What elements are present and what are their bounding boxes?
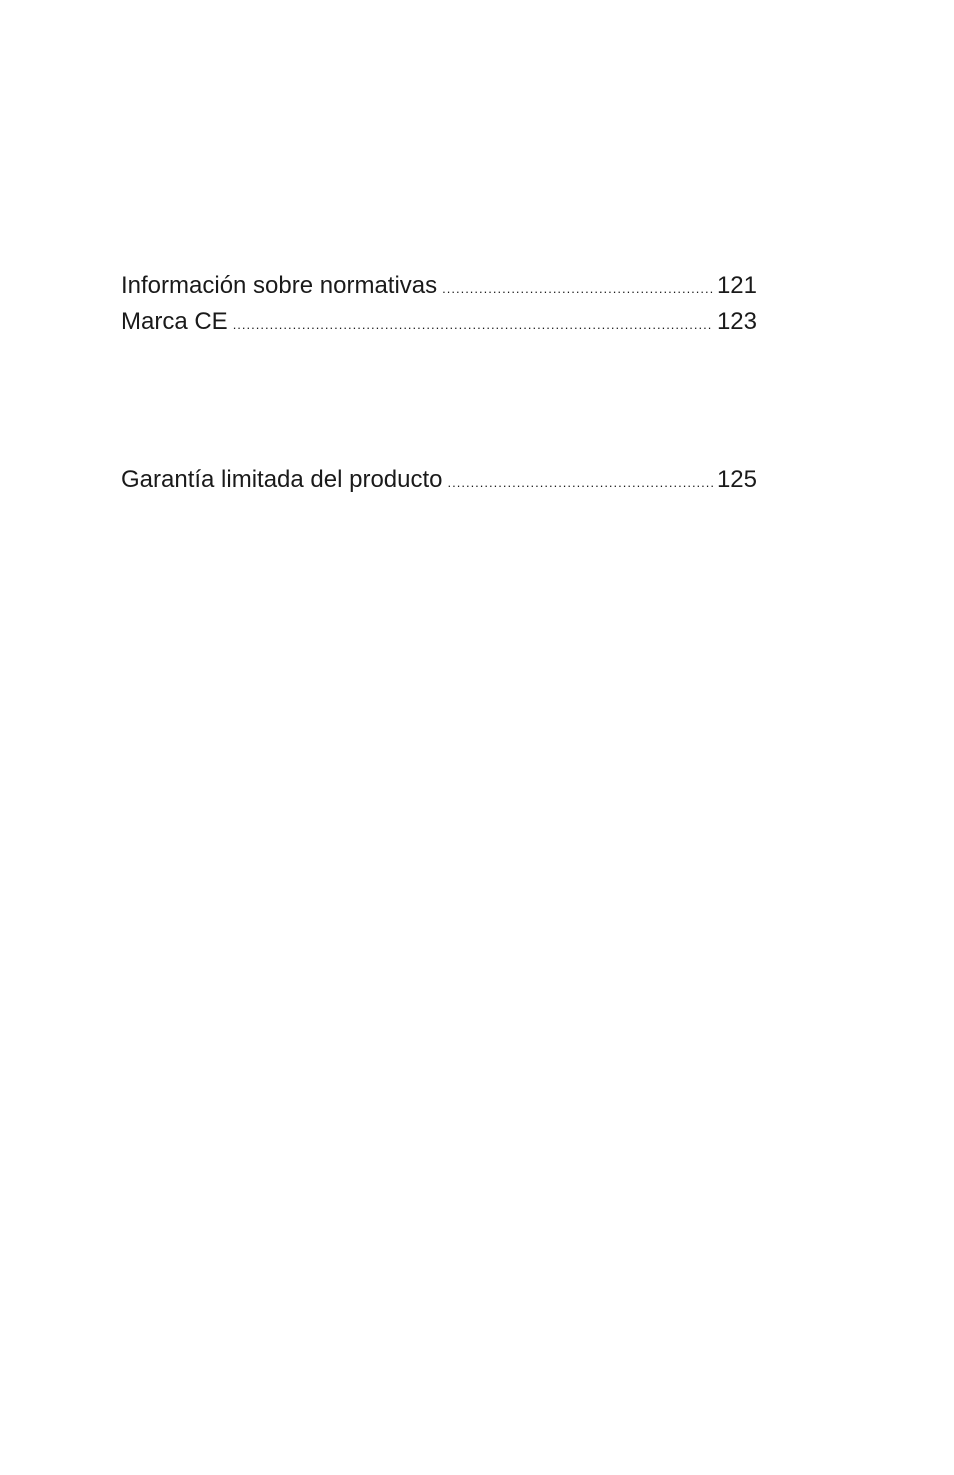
toc-entry-page-number: 123 xyxy=(716,308,757,335)
toc-entry-title: Información sobre normativas xyxy=(121,272,438,299)
toc-section-regulatory xyxy=(121,268,757,340)
toc-section-warranty xyxy=(121,462,757,498)
toc-entry[interactable] xyxy=(121,304,757,340)
toc-dot-leader xyxy=(233,307,713,343)
toc-entry-title: Garantía limitada del producto xyxy=(121,466,443,493)
toc-dot-leader xyxy=(448,465,713,501)
toc-entry-page-number: 121 xyxy=(716,272,757,299)
toc-dot-leader xyxy=(442,271,713,307)
toc-entry[interactable] xyxy=(121,268,757,304)
toc-entry-title: Marca CE xyxy=(121,308,228,335)
toc-entry[interactable] xyxy=(121,462,757,498)
toc-entry-page-number: 125 xyxy=(716,466,757,493)
